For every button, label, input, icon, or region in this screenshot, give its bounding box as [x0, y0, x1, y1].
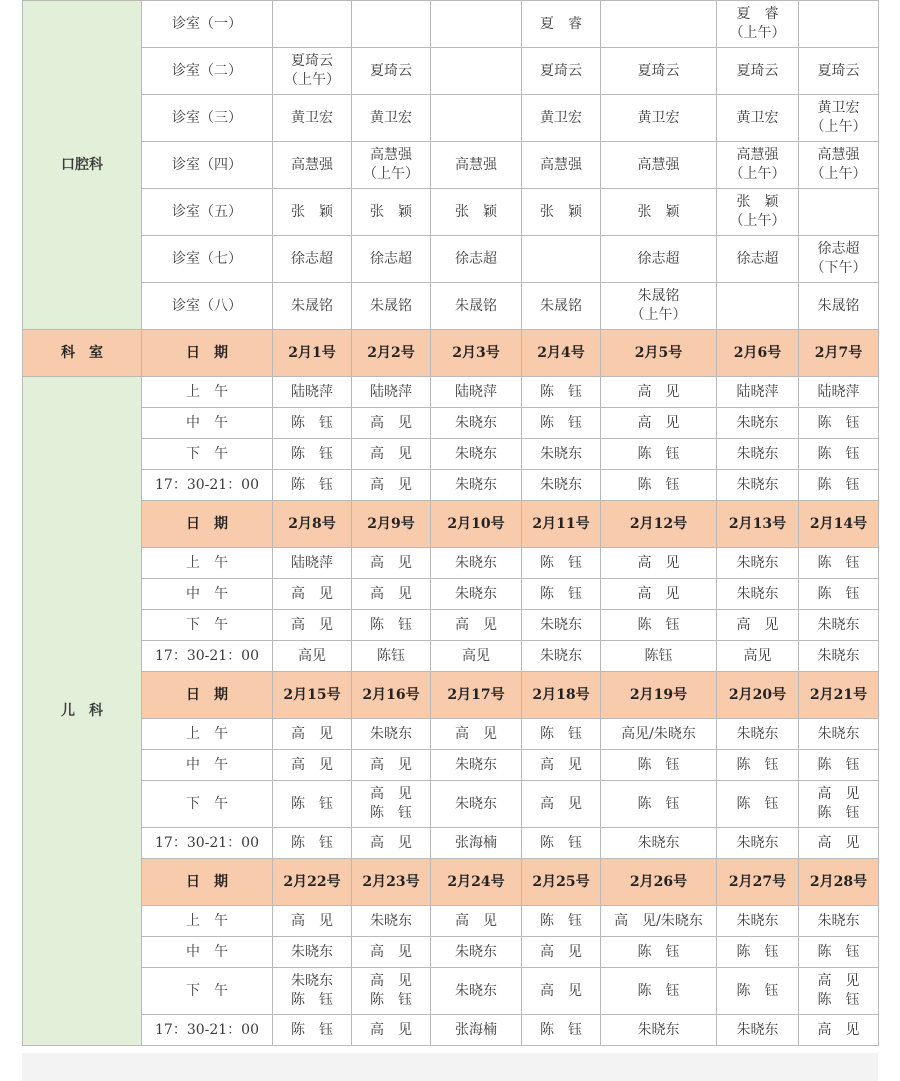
doctor-cell: 陈 钰	[601, 781, 717, 828]
doctor-cell: 高慧强	[431, 142, 522, 189]
doctor-cell: 朱晓东	[717, 828, 799, 859]
doctor-cell: 高 见	[431, 719, 522, 750]
doctor-cell: 黄卫宏	[717, 95, 799, 142]
dental-room-row	[23, 283, 879, 330]
page-footer-band	[22, 1053, 878, 1081]
doctor-cell: 朱晓东	[717, 408, 799, 439]
doctor-cell: 陆晓萍	[273, 377, 352, 408]
doctor-cell: 高 见	[717, 610, 799, 641]
doctor-cell: 朱晓东	[522, 439, 601, 470]
doctor-cell: 陈 钰	[717, 781, 799, 828]
doctor-cell: 陈 钰	[601, 750, 717, 781]
doctor-cell: 朱晓东	[352, 906, 431, 937]
doctor-cell: 朱晓东	[717, 439, 799, 470]
doctor-cell: 陈 钰	[799, 548, 879, 579]
doctor-cell: 张 颖	[273, 189, 352, 236]
doctor-cell: 陈 钰	[273, 1015, 352, 1046]
doctor-cell: 朱晓东	[431, 470, 522, 501]
doctor-cell: 朱晓东	[431, 937, 522, 968]
pediatrics-dept-label: 儿 科	[23, 377, 142, 1046]
time-slot-label: 17：30-21：00	[142, 1015, 273, 1046]
doctor-cell: 陈 钰	[601, 439, 717, 470]
doctor-cell	[352, 1, 431, 48]
date-cell: 2月14号	[799, 501, 879, 548]
date-header-row	[23, 501, 879, 548]
date-cell: 2月15号	[273, 672, 352, 719]
doctor-cell: 高 见	[522, 968, 601, 1015]
date-cell: 2月12号	[601, 501, 717, 548]
pediatrics-slot-row	[23, 548, 879, 579]
room-label: 诊室（三）	[142, 95, 273, 142]
doctor-cell: 朱晓东	[431, 439, 522, 470]
doctor-cell: 高 见	[352, 579, 431, 610]
pediatrics-slot-row	[23, 719, 879, 750]
dept-column-header: 科 室	[23, 330, 142, 377]
doctor-cell: 高 见	[273, 750, 352, 781]
pediatrics-slot-row	[23, 408, 879, 439]
pediatrics-slot-row	[23, 610, 879, 641]
date-cell: 2月28号	[799, 859, 879, 906]
doctor-cell: 夏琦云	[799, 48, 879, 95]
doctor-cell	[601, 1, 717, 48]
doctor-cell: 徐志超	[601, 236, 717, 283]
date-cell: 2月9号	[352, 501, 431, 548]
doctor-cell: 陈 钰	[601, 470, 717, 501]
doctor-cell: 陈钰	[601, 641, 717, 672]
dental-dept-label: 口腔科	[23, 1, 142, 330]
doctor-cell: 高见	[717, 641, 799, 672]
date-cell: 2月7号	[799, 330, 879, 377]
doctor-cell: 张 颖	[601, 189, 717, 236]
time-slot-label: 中 午	[142, 408, 273, 439]
doctor-cell: 高 见	[352, 1015, 431, 1046]
date-cell: 2月19号	[601, 672, 717, 719]
room-label: 诊室（四）	[142, 142, 273, 189]
doctor-cell: 高 见	[273, 610, 352, 641]
time-slot-label: 17：30-21：00	[142, 828, 273, 859]
doctor-cell	[431, 48, 522, 95]
doctor-cell: 朱晟铭	[431, 283, 522, 330]
doctor-cell: 高慧强	[273, 142, 352, 189]
time-slot-label: 下 午	[142, 968, 273, 1015]
doctor-cell: 陈 钰	[273, 439, 352, 470]
doctor-cell: 朱晓东	[431, 750, 522, 781]
doctor-cell: 陈 钰	[522, 579, 601, 610]
date-cell: 2月3号	[431, 330, 522, 377]
date-cell: 2月22号	[273, 859, 352, 906]
doctor-cell: 高见	[273, 641, 352, 672]
doctor-cell: 朱晓东 陈 钰	[273, 968, 352, 1015]
date-cell: 2月11号	[522, 501, 601, 548]
date-cell: 2月24号	[431, 859, 522, 906]
doctor-cell: 高慧强 （上午）	[352, 142, 431, 189]
date-cell: 2月2号	[352, 330, 431, 377]
time-slot-label: 下 午	[142, 781, 273, 828]
doctor-cell: 朱晓东	[717, 1015, 799, 1046]
doctor-cell: 张 颖	[431, 189, 522, 236]
doctor-cell: 陈 钰	[717, 937, 799, 968]
doctor-cell: 高 见	[601, 579, 717, 610]
doctor-cell: 陆晓萍	[799, 377, 879, 408]
doctor-cell: 夏琦云 （上午）	[273, 48, 352, 95]
doctor-cell: 陆晓萍	[352, 377, 431, 408]
doctor-cell: 陈 钰	[273, 470, 352, 501]
doctor-cell: 高 见	[799, 828, 879, 859]
doctor-cell	[431, 95, 522, 142]
doctor-cell: 高 见	[352, 470, 431, 501]
time-slot-label: 中 午	[142, 937, 273, 968]
pediatrics-slot-row	[23, 377, 879, 408]
date-cell: 2月6号	[717, 330, 799, 377]
doctor-cell: 高 见	[352, 750, 431, 781]
time-slot-label: 上 午	[142, 719, 273, 750]
doctor-cell: 夏 睿 （上午）	[717, 1, 799, 48]
doctor-cell: 高 见	[273, 906, 352, 937]
doctor-cell: 朱晓东	[799, 719, 879, 750]
pediatrics-slot-row	[23, 968, 879, 1015]
date-column-header: 日 期	[142, 330, 273, 377]
time-slot-label: 下 午	[142, 439, 273, 470]
doctor-cell: 陈 钰	[601, 937, 717, 968]
doctor-cell: 高 见	[431, 906, 522, 937]
doctor-cell: 黄卫宏	[601, 95, 717, 142]
time-slot-label: 上 午	[142, 906, 273, 937]
doctor-cell: 陈 钰	[799, 750, 879, 781]
doctor-cell: 高 见	[601, 377, 717, 408]
doctor-cell: 高 见 陈 钰	[799, 968, 879, 1015]
doctor-cell: 高 见	[273, 579, 352, 610]
doctor-cell: 徐志超 （下午）	[799, 236, 879, 283]
doctor-cell: 朱晓东	[431, 781, 522, 828]
doctor-cell: 陈 钰	[799, 579, 879, 610]
doctor-cell: 高 见	[522, 781, 601, 828]
dental-room-row	[23, 95, 879, 142]
doctor-cell: 朱晓东	[601, 828, 717, 859]
doctor-cell: 陈 钰	[273, 781, 352, 828]
doctor-cell: 张 颖	[522, 189, 601, 236]
dental-room-row	[23, 48, 879, 95]
time-slot-label: 17：30-21：00	[142, 641, 273, 672]
doctor-cell: 黄卫宏	[522, 95, 601, 142]
date-header-row	[23, 330, 879, 377]
doctor-cell: 高 见	[799, 1015, 879, 1046]
time-slot-label: 上 午	[142, 548, 273, 579]
doctor-cell: 高 见	[352, 828, 431, 859]
doctor-cell: 徐志超	[717, 236, 799, 283]
doctor-cell: 陈 钰	[522, 906, 601, 937]
doctor-cell: 朱晓东	[273, 937, 352, 968]
doctor-cell: 朱晓东	[717, 470, 799, 501]
date-cell: 2月8号	[273, 501, 352, 548]
doctor-cell: 高 见	[352, 937, 431, 968]
doctor-cell: 朱晓东	[431, 408, 522, 439]
date-cell: 2月26号	[601, 859, 717, 906]
pediatrics-slot-row	[23, 937, 879, 968]
doctor-cell: 朱晓东	[522, 641, 601, 672]
doctor-cell: 高慧强 （上午）	[799, 142, 879, 189]
doctor-cell: 陈 钰	[799, 470, 879, 501]
time-slot-label: 中 午	[142, 750, 273, 781]
doctor-cell: 陆晓萍	[431, 377, 522, 408]
room-label: 诊室（五）	[142, 189, 273, 236]
doctor-cell: 高 见	[431, 610, 522, 641]
doctor-cell: 徐志超	[431, 236, 522, 283]
doctor-cell: 高 见 陈 钰	[352, 968, 431, 1015]
doctor-cell: 高 见/朱晓东	[601, 906, 717, 937]
dental-room-row	[23, 236, 879, 283]
doctor-cell: 陈 钰	[799, 408, 879, 439]
doctor-cell	[522, 236, 601, 283]
doctor-cell: 高 见	[522, 937, 601, 968]
doctor-cell: 高见/朱晓东	[601, 719, 717, 750]
doctor-cell: 夏琦云	[352, 48, 431, 95]
doctor-cell: 朱晓东	[522, 610, 601, 641]
pediatrics-slot-row	[23, 470, 879, 501]
doctor-cell: 朱晟铭	[522, 283, 601, 330]
doctor-cell: 朱晟铭	[273, 283, 352, 330]
doctor-cell: 朱晓东	[799, 641, 879, 672]
pediatrics-slot-row	[23, 750, 879, 781]
doctor-cell: 陈 钰	[601, 968, 717, 1015]
dental-room-row	[23, 1, 879, 48]
time-slot-label: 上 午	[142, 377, 273, 408]
time-slot-label: 17：30-21：00	[142, 470, 273, 501]
doctor-cell: 朱晓东	[431, 579, 522, 610]
date-column-header: 日 期	[142, 501, 273, 548]
doctor-cell: 高 见 陈 钰	[799, 781, 879, 828]
pediatrics-slot-row	[23, 579, 879, 610]
date-cell: 2月17号	[431, 672, 522, 719]
pediatrics-slot-row	[23, 828, 879, 859]
doctor-cell: 朱晓东	[431, 548, 522, 579]
time-slot-label: 中 午	[142, 579, 273, 610]
time-slot-label: 下 午	[142, 610, 273, 641]
doctor-cell	[273, 1, 352, 48]
doctor-cell: 陈 钰	[352, 610, 431, 641]
doctor-cell: 朱晓东	[717, 579, 799, 610]
doctor-cell	[431, 1, 522, 48]
pediatrics-slot-row	[23, 1015, 879, 1046]
pediatrics-slot-row	[23, 906, 879, 937]
date-cell: 2月23号	[352, 859, 431, 906]
date-cell: 2月1号	[273, 330, 352, 377]
doctor-cell: 陈钰	[352, 641, 431, 672]
date-cell: 2月13号	[717, 501, 799, 548]
doctor-cell: 陈 钰	[799, 439, 879, 470]
date-cell: 2月27号	[717, 859, 799, 906]
doctor-cell: 高 见	[601, 408, 717, 439]
doctor-cell: 高 见 陈 钰	[352, 781, 431, 828]
doctor-cell: 高慧强	[522, 142, 601, 189]
room-label: 诊室（八）	[142, 283, 273, 330]
date-header-row	[23, 672, 879, 719]
doctor-cell: 高 见	[522, 750, 601, 781]
doctor-cell: 陈 钰	[601, 610, 717, 641]
dental-room-row	[23, 142, 879, 189]
doctor-cell: 高慧强 （上午）	[717, 142, 799, 189]
date-cell: 2月4号	[522, 330, 601, 377]
doctor-cell: 陈 钰	[522, 548, 601, 579]
date-cell: 2月20号	[717, 672, 799, 719]
doctor-cell: 朱晟铭	[799, 283, 879, 330]
doctor-cell: 高 见	[352, 408, 431, 439]
doctor-cell: 张 颖	[352, 189, 431, 236]
room-label: 诊室（七）	[142, 236, 273, 283]
doctor-cell: 朱晓东	[799, 610, 879, 641]
doctor-cell: 张 颖 （上午）	[717, 189, 799, 236]
room-label: 诊室（二）	[142, 48, 273, 95]
doctor-cell: 夏琦云	[522, 48, 601, 95]
date-cell: 2月21号	[799, 672, 879, 719]
doctor-cell: 陈 钰	[273, 408, 352, 439]
date-cell: 2月10号	[431, 501, 522, 548]
date-cell: 2月5号	[601, 330, 717, 377]
date-column-header: 日 期	[142, 672, 273, 719]
doctor-cell: 张海楠	[431, 1015, 522, 1046]
doctor-cell: 张海楠	[431, 828, 522, 859]
doctor-cell: 朱晓东	[352, 719, 431, 750]
doctor-cell: 陈 钰	[522, 719, 601, 750]
doctor-cell: 陈 钰	[799, 937, 879, 968]
doctor-cell: 朱晟铭	[352, 283, 431, 330]
doctor-cell: 高 见	[601, 548, 717, 579]
date-cell: 2月25号	[522, 859, 601, 906]
doctor-cell: 高 见	[352, 439, 431, 470]
doctor-cell: 陈 钰	[273, 828, 352, 859]
doctor-cell: 陆晓萍	[717, 377, 799, 408]
doctor-cell: 陈 钰	[717, 968, 799, 1015]
doctor-cell: 黄卫宏	[273, 95, 352, 142]
doctor-cell: 朱晓东	[522, 470, 601, 501]
doctor-cell: 朱晟铭 （上午）	[601, 283, 717, 330]
doctor-cell: 高见	[431, 641, 522, 672]
pediatrics-slot-row	[23, 641, 879, 672]
doctor-cell	[717, 283, 799, 330]
doctor-cell: 朱晓东	[601, 1015, 717, 1046]
doctor-cell: 朱晓东	[717, 548, 799, 579]
doctor-cell: 陈 钰	[522, 408, 601, 439]
doctor-cell: 陈 钰	[522, 828, 601, 859]
doctor-cell: 高慧强	[601, 142, 717, 189]
doctor-cell	[799, 1, 879, 48]
date-header-row	[23, 859, 879, 906]
doctor-cell: 朱晓东	[799, 906, 879, 937]
doctor-cell: 徐志超	[352, 236, 431, 283]
date-cell: 2月16号	[352, 672, 431, 719]
doctor-cell: 陆晓萍	[273, 548, 352, 579]
doctor-cell: 高 见	[352, 548, 431, 579]
doctor-cell: 高 见	[273, 719, 352, 750]
pediatrics-slot-row	[23, 781, 879, 828]
doctor-cell: 黄卫宏 （上午）	[799, 95, 879, 142]
date-column-header: 日 期	[142, 859, 273, 906]
doctor-cell: 陈 钰	[522, 377, 601, 408]
doctor-cell: 夏 睿	[522, 1, 601, 48]
doctor-cell: 黄卫宏	[352, 95, 431, 142]
doctor-cell	[799, 189, 879, 236]
dental-room-row	[23, 189, 879, 236]
duty-schedule-table	[22, 0, 879, 1046]
doctor-cell: 夏琦云	[717, 48, 799, 95]
pediatrics-slot-row	[23, 439, 879, 470]
doctor-cell: 夏琦云	[601, 48, 717, 95]
doctor-cell: 陈 钰	[522, 1015, 601, 1046]
doctor-cell: 朱晓东	[717, 719, 799, 750]
doctor-cell: 朱晓东	[431, 968, 522, 1015]
doctor-cell: 朱晓东	[717, 906, 799, 937]
doctor-cell: 徐志超	[273, 236, 352, 283]
room-label: 诊室（一）	[142, 1, 273, 48]
doctor-cell: 陈 钰	[717, 750, 799, 781]
date-cell: 2月18号	[522, 672, 601, 719]
